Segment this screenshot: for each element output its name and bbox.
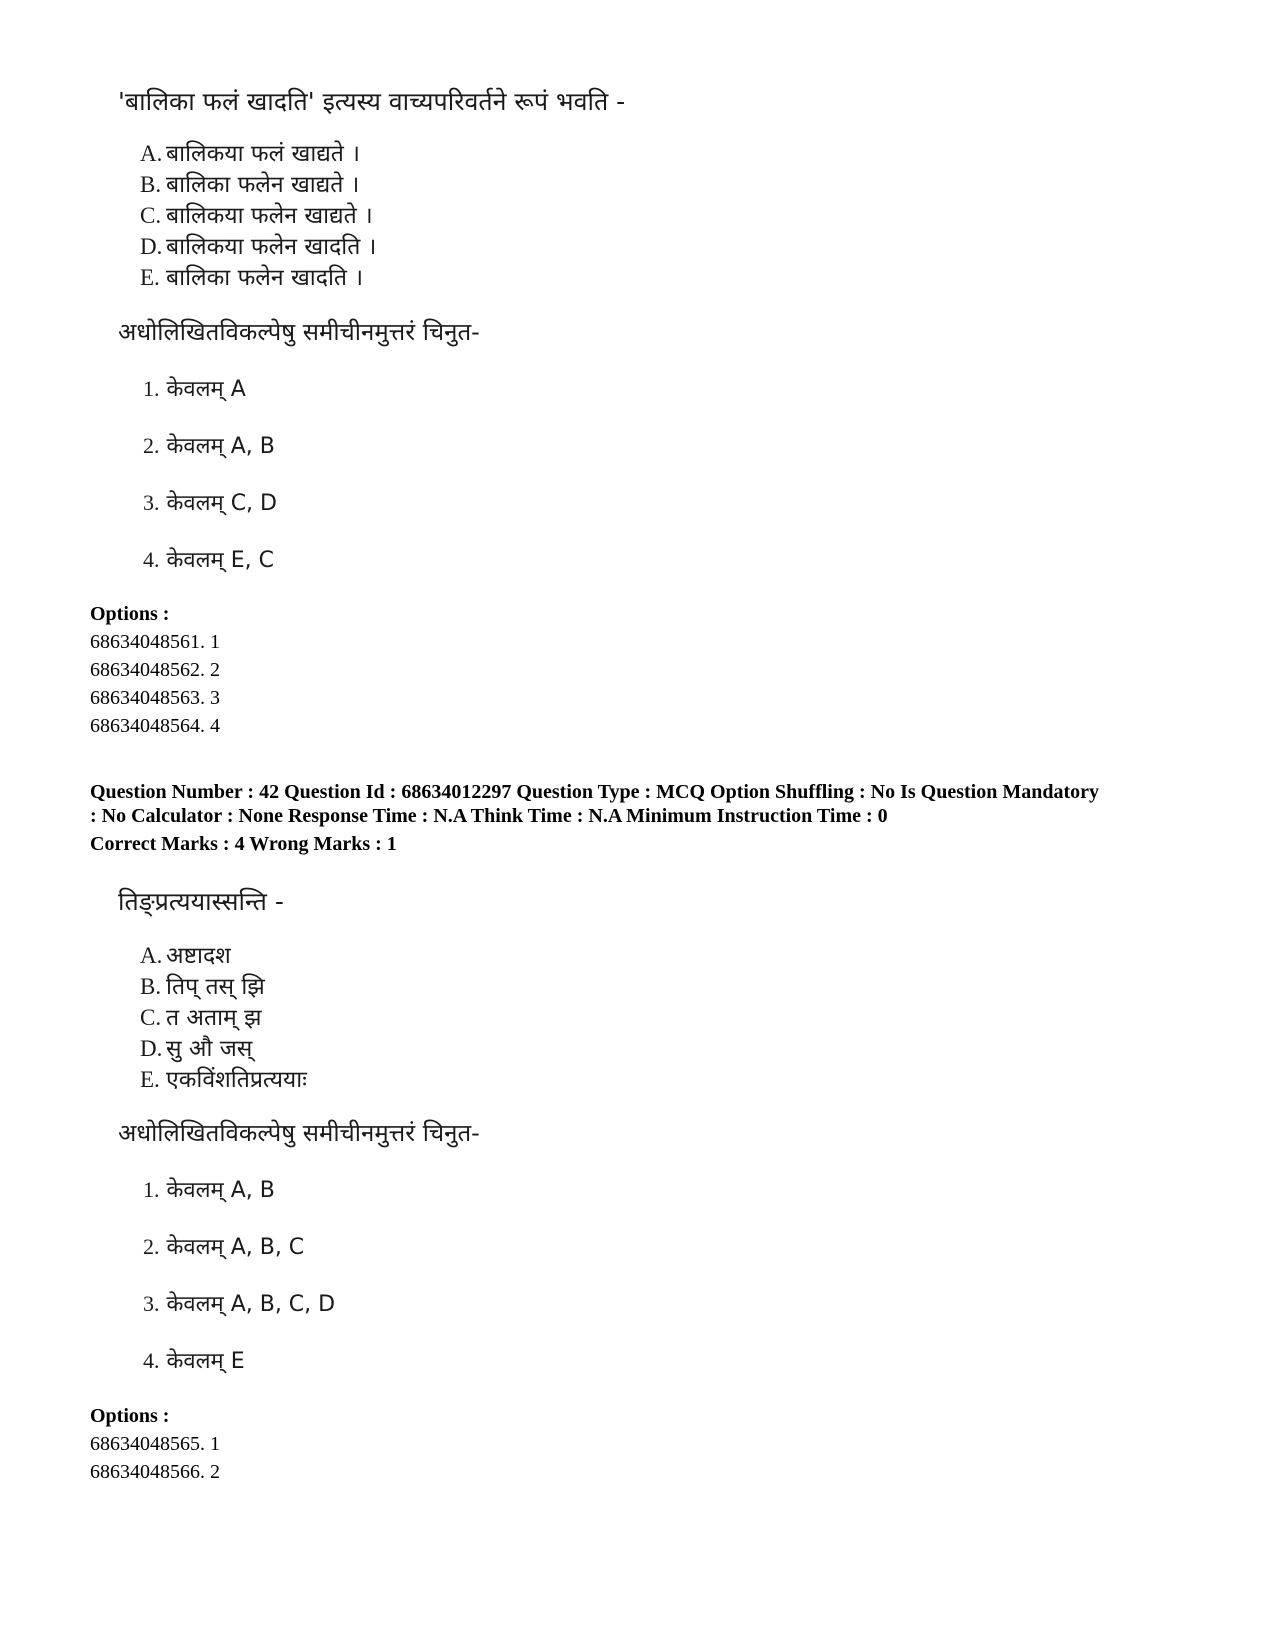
q41-choice-1: 1. केवलम् A [143, 376, 246, 402]
q41-option-row: 68634048564. 4 [90, 715, 220, 737]
q41-statement-b: B. बालिका फलेन खाद्यते । [140, 172, 360, 198]
q42-header-line-1: Question Number : 42 Question Id : 68634012297 Question Type : MCQ Option Shuffling : No Is Question Mandatory [90, 781, 1099, 803]
q41-choice-2: 2. केवलम् A, B [143, 433, 275, 459]
q42-marks: Correct Marks : 4 Wrong Marks : 1 [90, 833, 397, 855]
q41-option-row: 68634048561. 1 [90, 631, 220, 653]
q41-option-row: 68634048562. 2 [90, 659, 220, 681]
q42-header-line-2: : No Calculator : None Response Time : N.A Think Time : N.A Minimum Instruction Time : 0 [90, 805, 888, 827]
q41-statement-e: E. बालिका फलेन खादति । [140, 265, 364, 291]
q42-option-row: 68634048566. 2 [90, 1461, 220, 1483]
q42-choice-list [143, 1173, 335, 1401]
q41-stem: 'बालिका फलं खादति' इत्यस्य वाच्यपरिवर्तने रूपं भवति - [118, 87, 626, 116]
q42-choice-1: 1. केवलम् A, B [143, 1177, 275, 1203]
q42-choice-3: 3. केवलम् A, B, C, D [143, 1291, 336, 1317]
q42-statement-c: C. त अताम् झ [140, 1005, 262, 1031]
q42-header [90, 780, 1200, 856]
q41-choice-3: 3. केवलम् C, D [143, 490, 277, 516]
q42-statement-b: B. तिप् तस् झि [140, 974, 265, 1000]
q41-statement-c: C. बालिकया फलेन खाद्यते । [140, 203, 373, 229]
q42-statement-d: D. सु औ जस् [140, 1036, 253, 1062]
q41-choice-list [143, 372, 277, 600]
q41-option-row: 68634048563. 3 [90, 687, 220, 709]
q41-options [90, 600, 220, 740]
q42-choice-2: 2. केवलम् A, B, C [143, 1234, 305, 1260]
q41-instruction: अधोलिखितविकल्पेषु समीचीनमुत्तरं चिनुत- [118, 318, 480, 346]
q41-statement-a: A. बालिकया फलं खाद्यते । [140, 141, 360, 167]
q42-option-row: 68634048565. 1 [90, 1433, 220, 1455]
q42-options-title: Options : [90, 1405, 170, 1427]
q42-statement-a: A. अष्टादश [140, 943, 231, 969]
q42-choice-4: 4. केवलम् E [143, 1348, 245, 1374]
q42-statement-list [140, 940, 307, 1095]
q41-choice-4: 4. केवलम् E, C [143, 547, 274, 573]
q42-stem: तिङ्प्रत्ययास्सन्ति - [118, 887, 284, 916]
q41-statement-list [140, 138, 376, 293]
q42-statement-e: E. एकविंशतिप्रत्ययाः [140, 1067, 307, 1093]
q42-options [90, 1402, 220, 1486]
q41-statement-d: D. बालिकया फलेन खादति । [140, 234, 377, 260]
q41-options-title: Options : [90, 603, 170, 625]
q42-instruction: अधोलिखितविकल्पेषु समीचीनमुत्तरं चिनुत- [118, 1119, 480, 1147]
